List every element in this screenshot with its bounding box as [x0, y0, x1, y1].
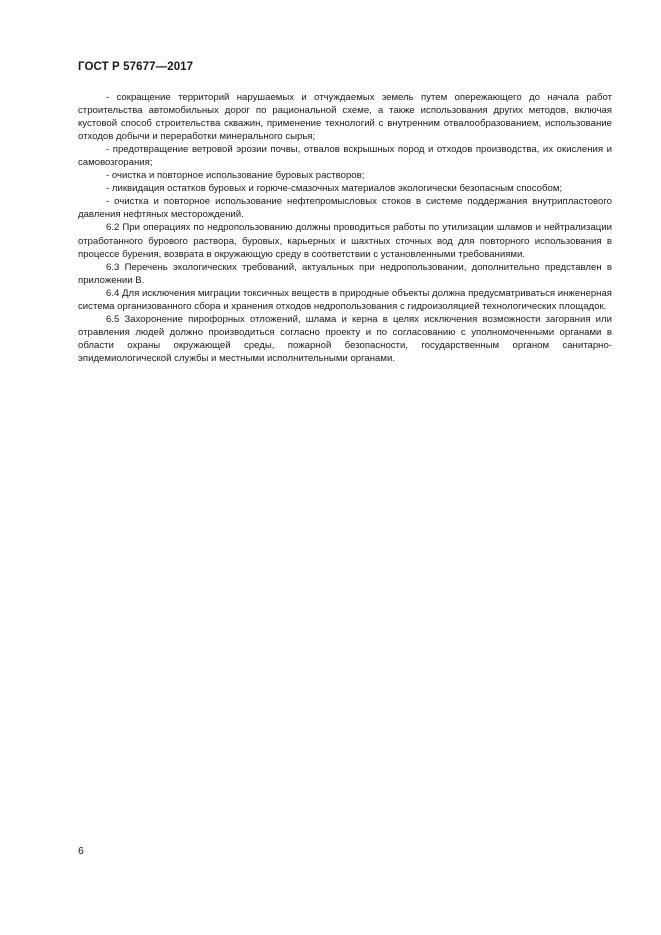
- list-item-drilling-fluids: - очистка и повторное использование буровых растворов;: [106, 170, 365, 182]
- list-item-liquidation: - ликвидация остатков буровых и горюче-смазочных материалов экологически безопасным способом;: [106, 183, 563, 195]
- list-item-erosion: - предотвращение ветровой эрозии почвы, отвалов вскрышных пород и отходов производства, их окисления и самовозгорания;: [78, 144, 612, 169]
- list-item-reduction: - сокращение территорий нарушаемых и отчуждаемых земель путем опережающего до начала работ строительства автомобильных дорог по рациональной схеме, а также использования других методов, включая кустовой способ строительства скважин, применение технологий с внутренним отвалообразованием, использование отходов добычи и переработки минерального сырья;: [78, 92, 612, 143]
- paragraph-6-5: 6.5 Захоронение пирофорных отложений, шлама и керна в целях исключения возможности загорания или отравления людей должно производиться согласно проекту и по согласованию с уполномоченными органами в области охраны окружающей среды, пожарной безопасности, государственным органом санитарно-эпидемиологической службы и местными исполнительными органами.: [78, 313, 612, 364]
- document-body: [78, 91, 612, 365]
- list-item-wastewater: - очистка и повторное использование нефтепромысловых стоков в системе поддержания внутрипластового давления нефтяных месторождений.: [78, 196, 612, 221]
- document-header: ГОСТ Р 57677—2017: [78, 61, 194, 73]
- page-number: 6: [78, 845, 84, 857]
- paragraph-6-3: 6.3 Перечень экологических требований, актуальных при недропользовании, дополнительно представлен в приложении В.: [78, 261, 612, 286]
- paragraph-6-2: 6.2 При операциях по недропользованию должны проводиться работы по утилизации шламов и нейтрализации отработанного бурового раствора, буровых, карьерных и шахтных сточных вод для повторного использования в процессе бурения, возврата в окружающую среду в соответствии с установленными требованиями.: [78, 222, 612, 260]
- paragraph-6-4: 6.4 Для исключения миграции токсичных веществ в природные объекты должна предусматриваться инженерная система организованного сбора и хранения отходов недропользования с гидроизоляцией технологических площадок.: [78, 287, 612, 312]
